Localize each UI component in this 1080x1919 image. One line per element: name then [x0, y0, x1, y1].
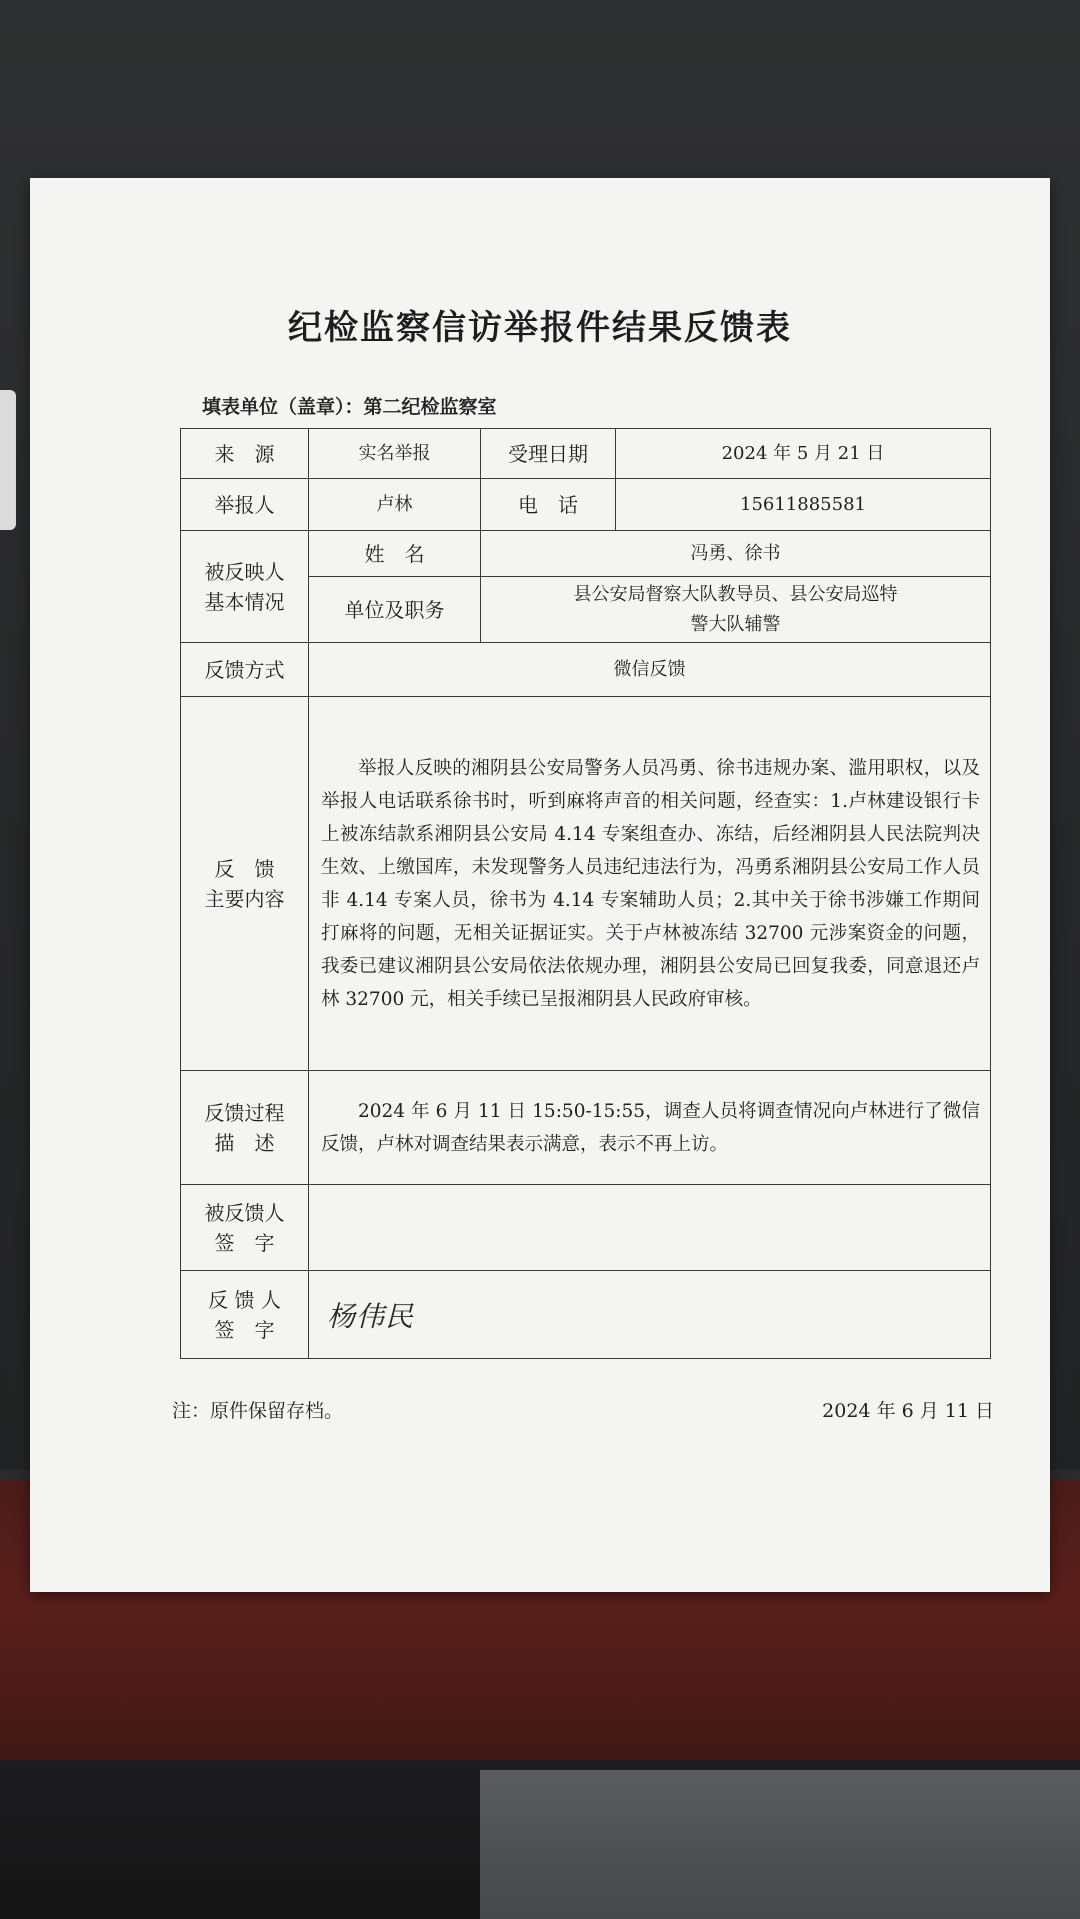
- name-label: 姓 名: [309, 531, 481, 577]
- phone-label: 电 话: [481, 479, 616, 531]
- table-row: [181, 643, 991, 697]
- date-value: 2024 年 5 月 21 日: [616, 429, 991, 479]
- content-label: 反 馈 主要内容: [181, 697, 309, 1071]
- phone-value: 15611885581: [616, 479, 991, 531]
- filler-unit: 填表单位（盖章）：第二纪检监察室: [202, 396, 497, 418]
- recipient-signature-label: 被反馈人 签 字: [181, 1185, 309, 1271]
- table-row: [181, 697, 991, 1071]
- archive-note: 注：原件保留存档。: [172, 1400, 344, 1422]
- source-label: 来 源: [181, 429, 309, 479]
- table-row: [181, 1071, 991, 1185]
- process-value: 2024 年 6 月 11 日 15:50-15:55，调查人员将调查情况向卢林进行了微信反馈，卢林对调查结果表示满意，表示不再上访。: [309, 1071, 991, 1185]
- date-label: 受理日期: [481, 429, 616, 479]
- table-row: [181, 479, 991, 531]
- reporter-value: 卢林: [309, 479, 481, 531]
- recipient-signature-field: [309, 1185, 991, 1271]
- unit-value: 县公安局督察大队教导员、县公安局巡特 警大队辅警: [481, 577, 991, 643]
- method-label: 反馈方式: [181, 643, 309, 697]
- table-row: [181, 531, 991, 577]
- source-value: 实名举报: [309, 429, 481, 479]
- table-row: [181, 429, 991, 479]
- table-row: [181, 1271, 991, 1359]
- method-value: 微信反馈: [309, 643, 991, 697]
- process-label: 反馈过程 描 述: [181, 1071, 309, 1185]
- content-value: 举报人反映的湘阴县公安局警务人员冯勇、徐书违规办案、滥用职权，以及举报人电话联系徐书时，听到麻将声音的相关问题，经查实：1.卢林建设银行卡上被冻结款系湘阴县公安局 4.14 专案组查办、冻结，后经湘阴县人民法院判决生效、上缴国库，未发现警务人员违纪违法行为，冯勇系湘阴县公安局工作人员非 4.14 专案人员，徐书为 4.14 专案辅助人员；2.其中关于徐书涉嫌工作期间打麻将的问题，无相关证据证实。关于卢林被冻结 32700 元涉案资金的问题，我委已建议湘阴县公安局依法依规办理，湘阴县公安局已回复我委，同意退还卢林 32700 元，相关手续已呈报湘阴县人民政府审核。: [309, 697, 991, 1071]
- footer-date: 2024 年 6 月 11 日: [822, 1400, 994, 1422]
- subject-label: 被反映人 基本情况: [181, 531, 309, 643]
- document-title: 纪检监察信访举报件结果反馈表: [288, 308, 792, 348]
- background-side-paper: [0, 390, 16, 530]
- background-floor-light: [480, 1770, 1080, 1919]
- feedback-signature-label: 反 馈 人 签 字: [181, 1271, 309, 1359]
- unit-label: 单位及职务: [309, 577, 481, 643]
- feedback-signature: 杨伟民: [309, 1271, 991, 1359]
- table-row: [181, 1185, 991, 1271]
- feedback-form-table: [180, 428, 991, 1359]
- name-value: 冯勇、徐书: [481, 531, 991, 577]
- feedback-form-paper: [30, 178, 1050, 1592]
- reporter-label: 举报人: [181, 479, 309, 531]
